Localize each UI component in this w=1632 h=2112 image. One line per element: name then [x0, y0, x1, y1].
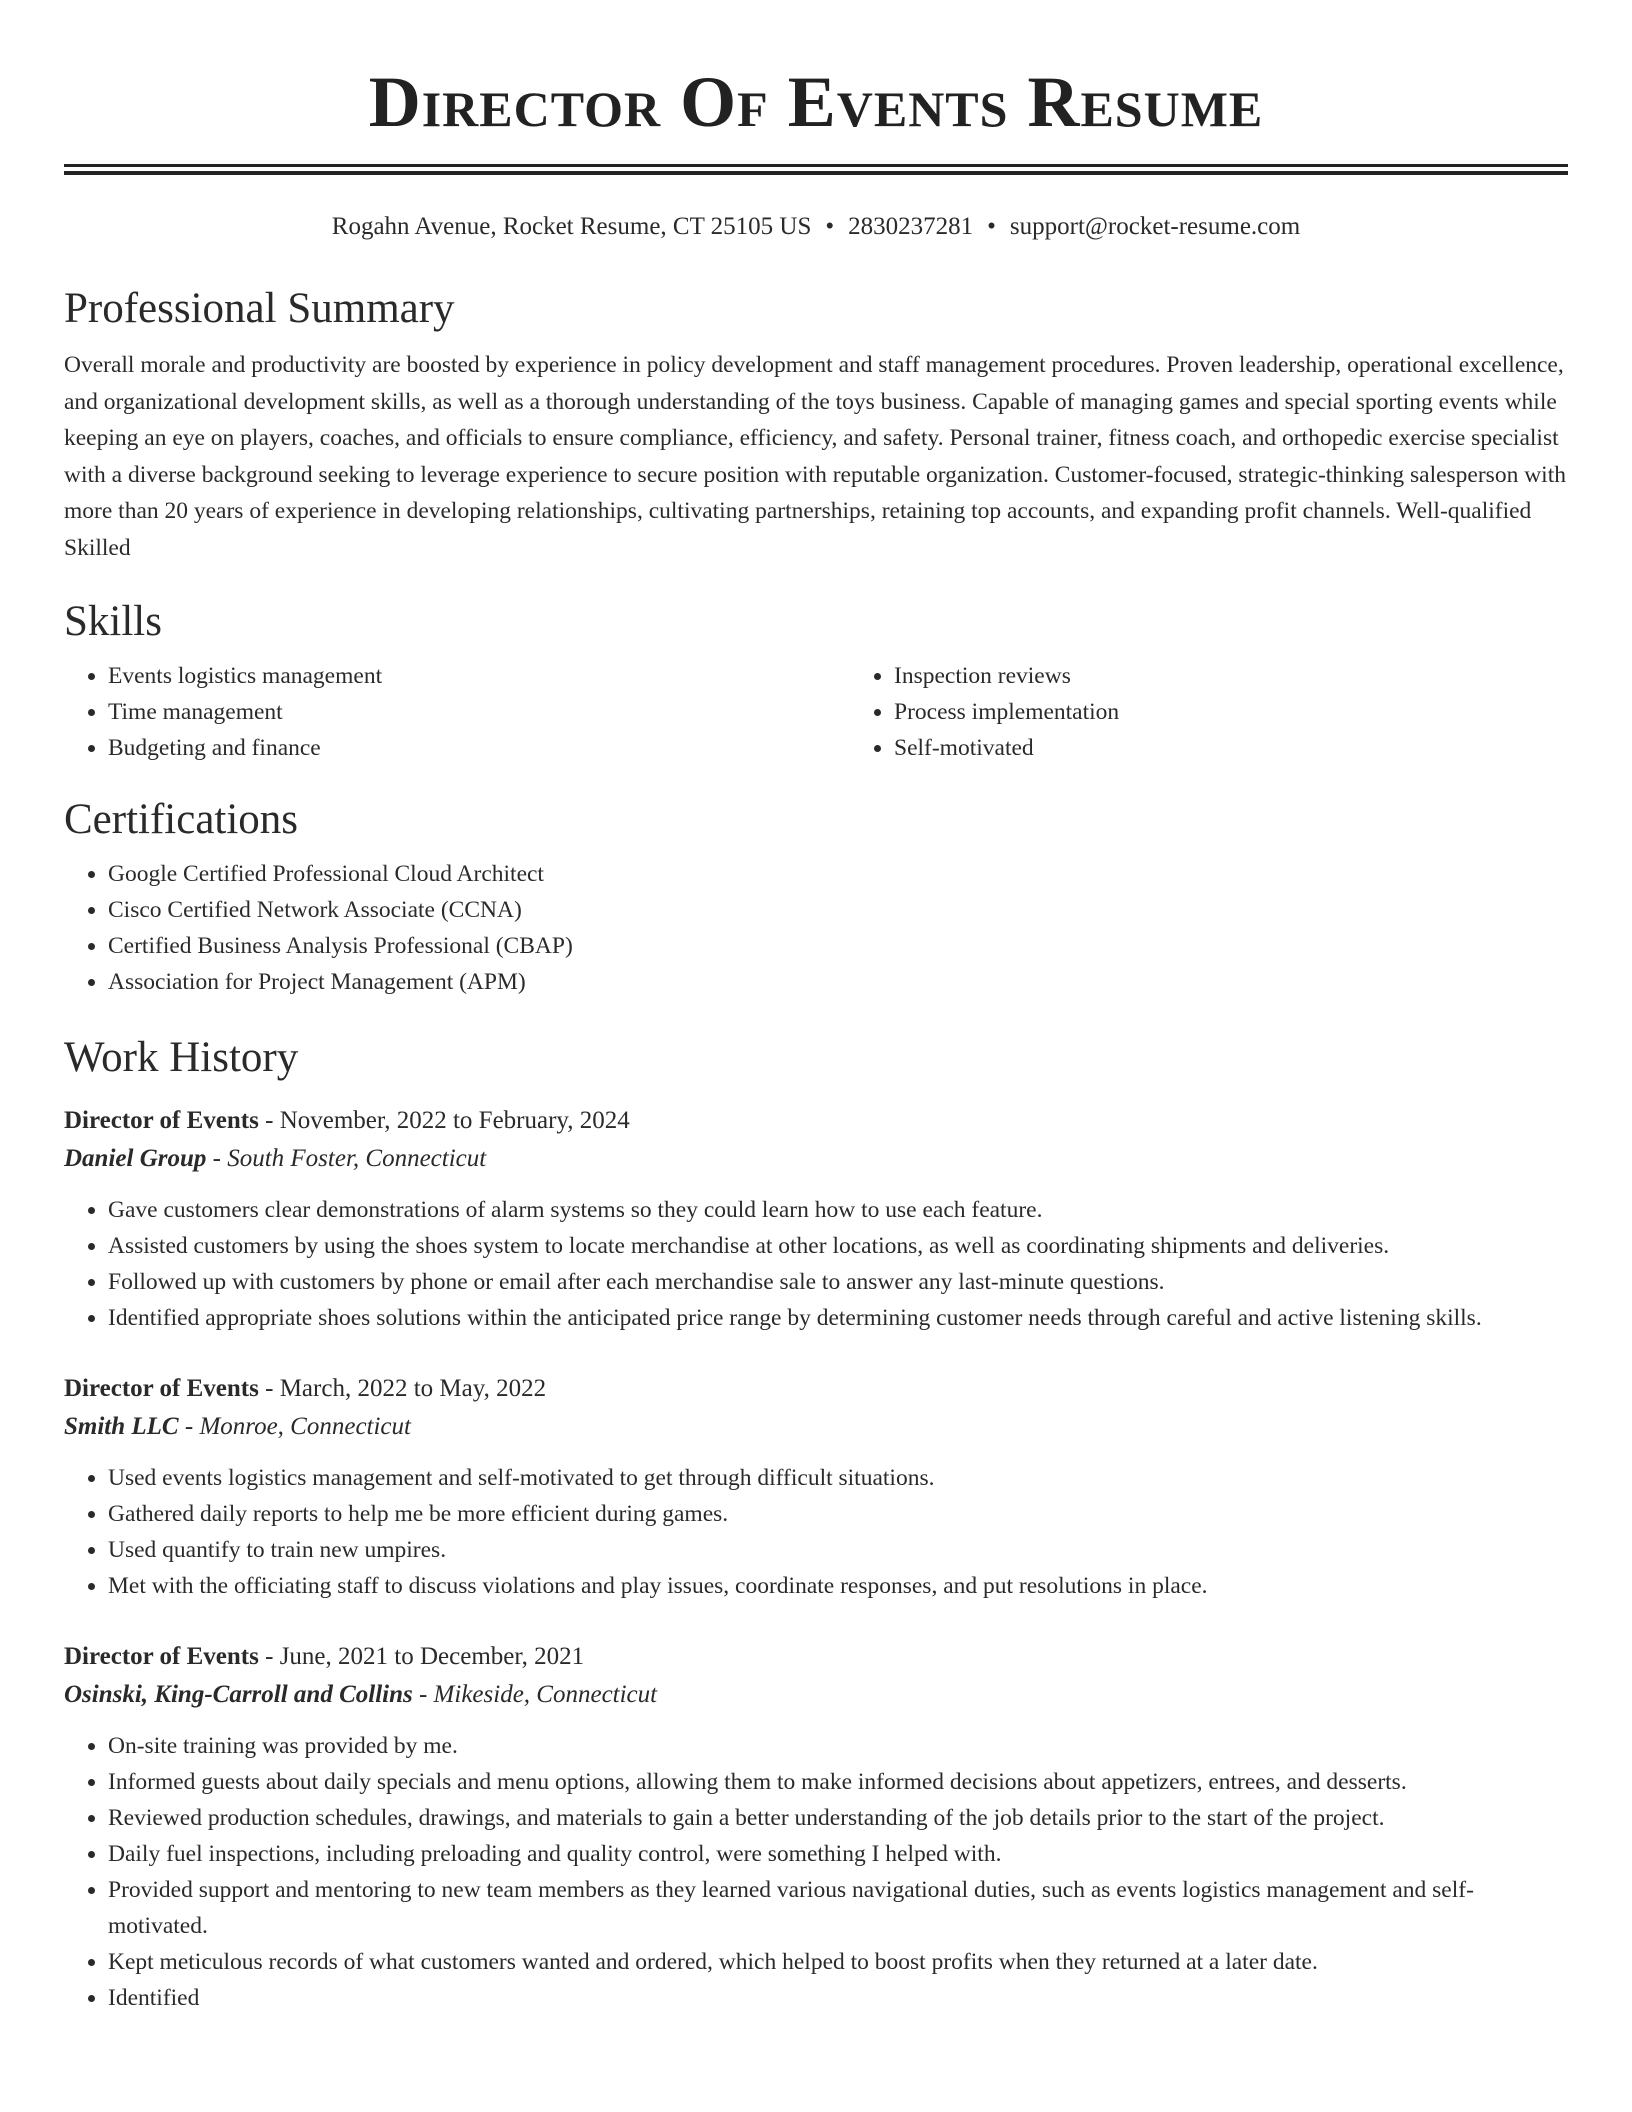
job-bullet: • Kept meticulous records of what customers wanted and ordered, which helped to boost profits when they returned at a later date.	[108, 1944, 1568, 1980]
job-title-line	[64, 1370, 1568, 1408]
job-bullets	[64, 1728, 1568, 2016]
contact-separator: •	[825, 213, 835, 240]
job-company: Osinski, King-Carroll and Collins	[64, 1681, 413, 1708]
job-entry	[64, 1638, 1568, 2016]
job-bullet: • Followed up with customers by phone or email after each merchandise sale to answer any last-minute questions.	[108, 1264, 1568, 1300]
job-location: - Monroe, Connecticut	[178, 1413, 411, 1440]
job-title-line	[64, 1102, 1568, 1140]
job-entry	[64, 1370, 1568, 1604]
job-bullet: • Informed guests about daily specials and menu options, allowing them to make informed decisions about appetizers, entrees, and desserts.	[108, 1764, 1568, 1800]
job-dates: - November, 2022 to February, 2024	[258, 1107, 630, 1134]
skills-columns	[64, 658, 1568, 766]
job-title: Director of Events	[64, 1107, 259, 1134]
contact-phone: 2830237281	[848, 213, 974, 240]
job-bullet: • Identified appropriate shoes solutions within the anticipated price range by determining customer needs through careful and active listening skills.	[108, 1300, 1568, 1336]
job-title: Director of Events	[64, 1375, 259, 1402]
job-bullet: • Identified	[108, 1980, 1568, 2016]
resume-title: Director Of Events Resume	[368, 62, 1264, 142]
job-company-line	[64, 1408, 1568, 1446]
job-location: - Mikeside, Connecticut	[412, 1681, 658, 1708]
job-company: Daniel Group	[64, 1145, 207, 1172]
skill-item: • Events logistics management	[108, 658, 850, 694]
job-bullets	[64, 1192, 1568, 1336]
job-bullet: • Met with the officiating staff to discuss violations and play issues, coordinate responses, and put resolutions in place.	[108, 1568, 1568, 1604]
title-divider	[64, 164, 1568, 175]
contact-address: Rogahn Avenue, Rocket Resume, CT 25105 US	[331, 213, 812, 240]
job-dates: - March, 2022 to May, 2022	[258, 1375, 547, 1402]
job-bullet: • Reviewed production schedules, drawings, and materials to gain a better understanding of the job details prior to the start of the project.	[108, 1800, 1568, 1836]
contact-separator: •	[987, 213, 996, 240]
certifications-list	[64, 856, 1568, 1000]
job-company-line	[64, 1676, 1568, 1714]
job-bullet: • Gave customers clear demonstrations of alarm systems so they could learn how to use each feature.	[108, 1192, 1568, 1228]
skill-item: • Self-motivated	[894, 730, 1632, 766]
job-bullets	[64, 1460, 1568, 1604]
summary-heading: Professional Summary	[64, 285, 455, 332]
certification-item: • Association for Project Management (APM)	[108, 964, 1568, 1000]
job-dates: - June, 2021 to December, 2021	[258, 1643, 585, 1670]
job-entry	[64, 1102, 1568, 1336]
certification-item: • Google Certified Professional Cloud Architect	[108, 856, 1568, 892]
job-company: Smith LLC	[64, 1413, 179, 1440]
certification-item: • Cisco Certified Network Associate (CCNA)	[108, 892, 1568, 928]
skills-list-right	[850, 658, 1632, 766]
skills-list-left	[64, 658, 850, 766]
skills-heading: Skills	[64, 598, 162, 645]
job-bullet: • Used events logistics management and self-motivated to get through difficult situations.	[108, 1460, 1568, 1496]
job-bullet: • Used quantify to train new umpires.	[108, 1532, 1568, 1568]
job-bullet: • Assisted customers by using the shoes system to locate merchandise at other locations, as well as coordinating shipments and deliveries.	[108, 1228, 1568, 1264]
job-title-line	[64, 1638, 1568, 1676]
work-history-heading: Work History	[64, 1034, 299, 1081]
contact-line	[64, 211, 1568, 243]
skill-item: • Inspection reviews	[894, 658, 1632, 694]
job-bullet: • Gathered daily reports to help me be more efficient during games.	[108, 1496, 1568, 1532]
certifications-heading: Certifications	[64, 796, 299, 843]
skill-item: • Budgeting and finance	[108, 730, 850, 766]
job-bullet: • Daily fuel inspections, including preloading and quality control, were something I helped with.	[108, 1836, 1568, 1872]
job-title: Director of Events	[64, 1643, 259, 1670]
skill-item: • Process implementation	[894, 694, 1632, 730]
skill-item: • Time management	[108, 694, 850, 730]
summary-text: Overall morale and productivity are boosted by experience in policy development and staff management procedures. Proven leadership, operational excellence, and organizational development skills, as well as a thorough understanding of the toys business. Capable of managing games and special sporting events while keeping an eye on players, coaches, and officials to ensure compliance, efficiency, and safety. Personal trainer, fitness coach, and orthopedic exercise specialist with a diverse background seeking to leverage experience to secure position with reputable organization. Customer-focused, strategic-thinking salesperson with more than 20 years of experience in developing relationships, cultivating partnerships, retaining top accounts, and expanding profit channels. Well-qualified Skilled	[64, 352, 1566, 561]
job-bullet: • Provided support and mentoring to new team members as they learned various navigational duties, such as events logistics management and self-motivated.	[108, 1872, 1568, 1944]
job-bullet: • On-site training was provided by me.	[108, 1728, 1568, 1764]
certification-item: • Certified Business Analysis Professional (CBAP)	[108, 928, 1568, 964]
contact-email: support@rocket-resume.com	[1009, 213, 1301, 240]
job-location: - South Foster, Connecticut	[206, 1145, 487, 1172]
job-company-line	[64, 1140, 1568, 1178]
